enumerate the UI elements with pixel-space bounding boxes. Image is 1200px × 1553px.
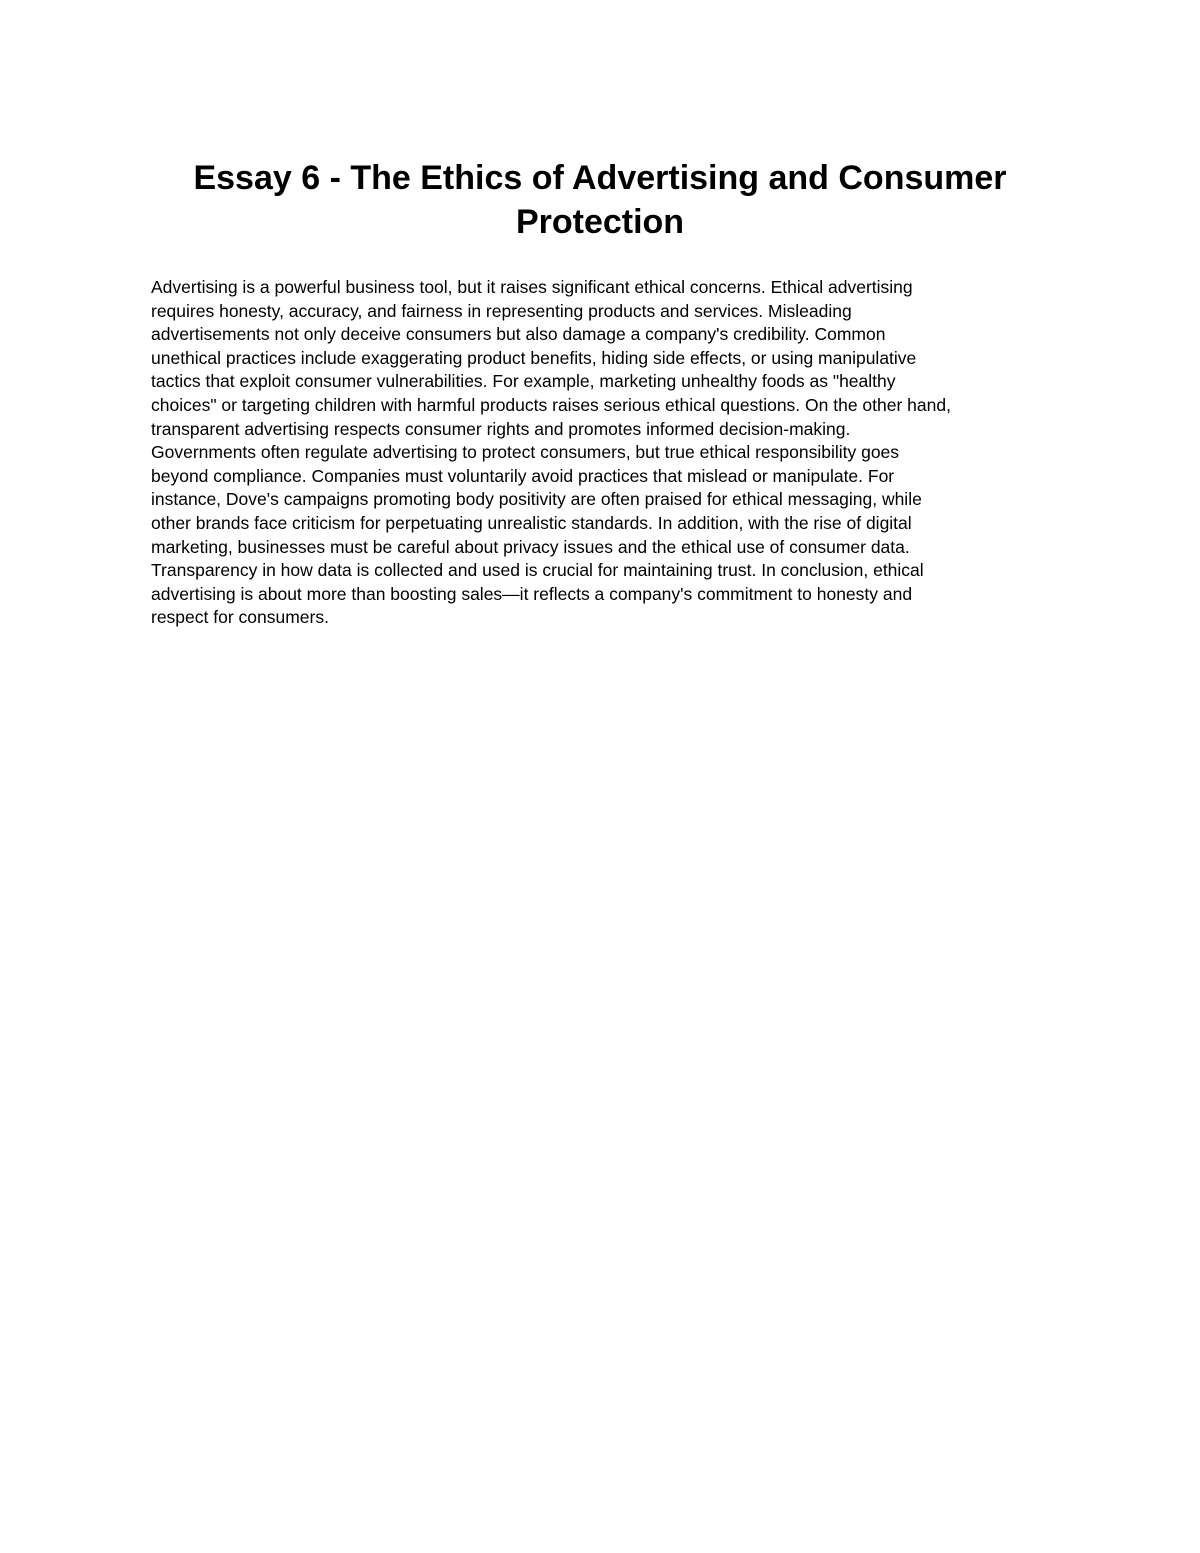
body-line: respect for consumers.	[151, 607, 329, 628]
body-line: instance, Dove's campaigns promoting body positivity are often praised for ethical messaging, while	[151, 489, 922, 510]
essay-body-paragraph	[151, 276, 1056, 630]
body-line: marketing, businesses must be careful about privacy issues and the ethical use of consumer data.	[151, 536, 910, 557]
essay-title-line: Protection	[515, 203, 685, 241]
body-line: beyond compliance. Companies must voluntarily avoid practices that mislead or manipulate. For	[151, 465, 895, 486]
body-line: Advertising is a powerful business tool, but it raises significant ethical concerns. Ethical advertising	[151, 277, 913, 297]
body-line: other brands face criticism for perpetuating unrealistic standards. In addition, with the rise of digital	[151, 512, 912, 533]
body-line: choices" or targeting children with harmful products raises serious ethical questions. On the other hand,	[151, 394, 951, 415]
body-line: Governments often regulate advertising to protect consumers, but true ethical responsibility goes	[151, 442, 900, 463]
essay-title	[150, 156, 1050, 244]
body-line: advertisements not only deceive consumers but also damage a company's credibility. Common	[151, 324, 886, 345]
body-line: advertising is about more than boosting sales—it reflects a company's commitment to honesty and	[151, 583, 913, 604]
body-line: requires honesty, accuracy, and fairness in representing products and services. Misleading	[151, 300, 852, 321]
body-line: tactics that exploit consumer vulnerabilities. For example, marketing unhealthy foods as "healthy	[151, 371, 896, 392]
body-line: unethical practices include exaggerating product benefits, hiding side effects, or using manipulative	[151, 347, 917, 368]
body-line: Transparency in how data is collected and used is crucial for maintaining trust. In conclusion, ethical	[151, 560, 924, 581]
essay-title-line: Essay 6 - The Ethics of Advertising and Consumer	[193, 159, 1007, 197]
body-line: transparent advertising respects consumer rights and promotes informed decision-making.	[151, 418, 851, 439]
